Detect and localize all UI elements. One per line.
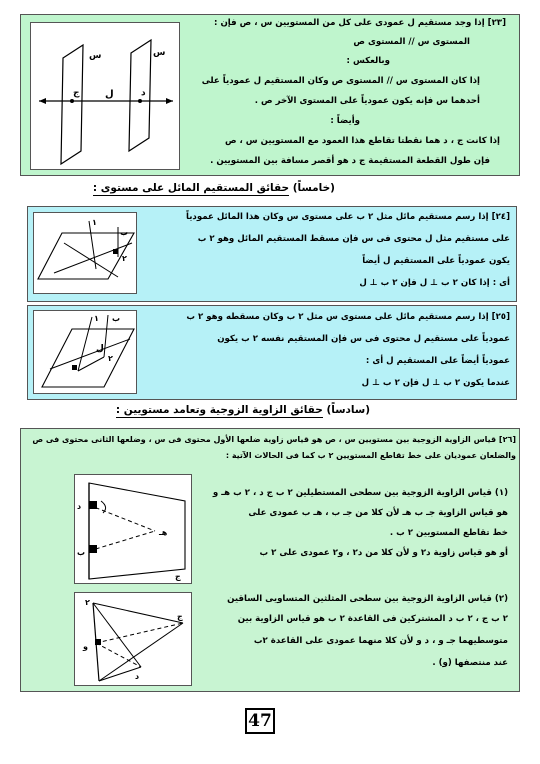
figure-parallel-planes-frame: [30, 22, 180, 170]
text-line: على مستقيم مثل ل محتوى فى س فإن مسقط المستقيم المائل وهو ٢ ب: [197, 234, 510, 244]
label-d: د: [135, 672, 140, 681]
label-l: ل: [105, 89, 114, 100]
label-w: و: [83, 642, 88, 651]
text-line: أحدهما س فإنه يكون عمودياً على المستوى الآخر ص .: [254, 96, 480, 106]
figure-dihedral-triangles-frame: [74, 592, 192, 686]
text-line: هو قياس الزاوية جـ ب هـ لأن كلا من جـ ب ، هـ ب عمودى على: [248, 508, 508, 518]
label-j: ج: [73, 88, 80, 98]
label-d: د: [141, 88, 146, 98]
text-line: عمودياً أيضاً على المستقيم ل أى :: [365, 356, 510, 366]
label-s: س: [89, 51, 102, 61]
projection-diagram: [34, 311, 138, 395]
heading-number: (سادساً): [326, 404, 370, 416]
label-l: ل: [96, 344, 104, 354]
text-line: (٢) قياس الزاوية الزوجية بين سطحى المثلثين المتساويى الساقين: [227, 594, 508, 604]
label-a: ٢: [85, 598, 90, 607]
text-line: فإن طول القطعة المستقيمة ج د هو أقصر مسافة بين المستويين .: [210, 156, 490, 166]
text-line: يكون عمودياً على المستقيم ل أيضاً: [362, 256, 510, 266]
section-heading-5: [93, 182, 335, 194]
label-j: ج: [175, 572, 181, 581]
heading-title: حقائق الزاوية الزوجية وتعامد مستويين :: [115, 404, 323, 416]
text-line: إذا كانت ج ، د هما نقطتا تقاطع هذا العمود مع المستويين س ، ص: [224, 136, 500, 146]
dihedral-triangles-diagram: [75, 593, 193, 687]
text-line: عندما يكون ٢ ب ⊥ ل فإن ٢ ب ⊥ ل: [361, 378, 510, 388]
text-line: والضلعان عموديان على خط تقاطع المستويين ٢ ب كما فى الحالات الآتية :: [225, 451, 516, 460]
label-a2: ٢: [122, 254, 127, 263]
text-line: عمودياً على مستقيم ل محتوى فى س فإن المستقيم نفسه ٢ ب يكون: [217, 334, 510, 344]
text-line: إذا كان المستوى س // المستوى ص وكان المستقيم ل عمودياً على: [201, 76, 480, 86]
label-b: ب: [120, 228, 129, 237]
label-s2: س: [153, 48, 166, 58]
text-line: [٢٥] إذا رسم مستقيم مائل على مستوى س مثل ٢ ب وكان مسقطه وهو ٢ ب: [186, 312, 510, 322]
text-line: خط تقاطع المستويين ٢ ب .: [389, 528, 508, 538]
text-line: (١) قياس الزاوية الزوجية بين سطحى المستطيلين ٢ ب ج د ، ٢ ب هـ و: [212, 488, 508, 498]
label-a: ١: [94, 314, 99, 323]
text-line: [٢٦] قياس الزاوية الزوجية بين مستويين س ، ص هو قياس زاوية ضلعها الأول محتوى فى س ، وضلعها الثانى محتوى فى ص: [32, 435, 516, 444]
text-line: [٢٣] إذا وجد مستقيم ل عمودى على كل من المستويين س ، ص فإن :: [214, 18, 506, 28]
label-a2: ٢: [108, 354, 113, 363]
text-line: أو هو قياس زاوية د٢ و لأن كلا من د٢ ، و٢ عمودى على ٢ ب: [259, 548, 508, 558]
heading-number: (خامساً): [292, 182, 335, 194]
text-line: ٢ ب ج ، ٢ ب د المشتركين فى القاعدة ٢ ب هو قياس الزاوية بين: [237, 614, 508, 624]
label-b: ب: [112, 314, 121, 323]
heading-title: حقائق المستقيم المائل على مستوى :: [92, 182, 290, 194]
label-e: هـ: [159, 528, 168, 537]
oblique-line-diagram: [34, 213, 138, 295]
figure-projection-frame: [33, 310, 137, 394]
figure-dihedral-rectangles-frame: [74, 474, 192, 584]
text-line: وأيضاً :: [330, 116, 360, 126]
section-heading-6: [116, 404, 370, 416]
text-line: عند منتصفها (و) .: [432, 658, 508, 668]
text-line: المستوى س // المستوى ص: [353, 37, 470, 47]
text-line: أى : إذا كان ٢ ب ⊥ ل فإن ٢ ب ⊥ ل: [359, 278, 510, 288]
dihedral-rectangles-diagram: [75, 475, 193, 585]
label-a: ١: [92, 218, 97, 227]
text-line: وبالعكس :: [346, 56, 390, 66]
figure-oblique-line-frame: [33, 212, 137, 294]
parallel-planes-diagram: [31, 23, 181, 171]
label-b: ب: [77, 548, 86, 557]
page-number: 47: [245, 708, 275, 734]
label-d: د: [77, 502, 82, 511]
text-line: [٢٤] إذا رسم مستقيم مائل مثل ٢ ب على مستوى س وكان هذا المائل عمودياً: [185, 212, 510, 222]
text-line: متوسطيهما جـ و ، د و لأن كلا منهما عمودى على القاعدة ٢ب: [253, 636, 508, 646]
label-j: ج: [177, 612, 183, 621]
